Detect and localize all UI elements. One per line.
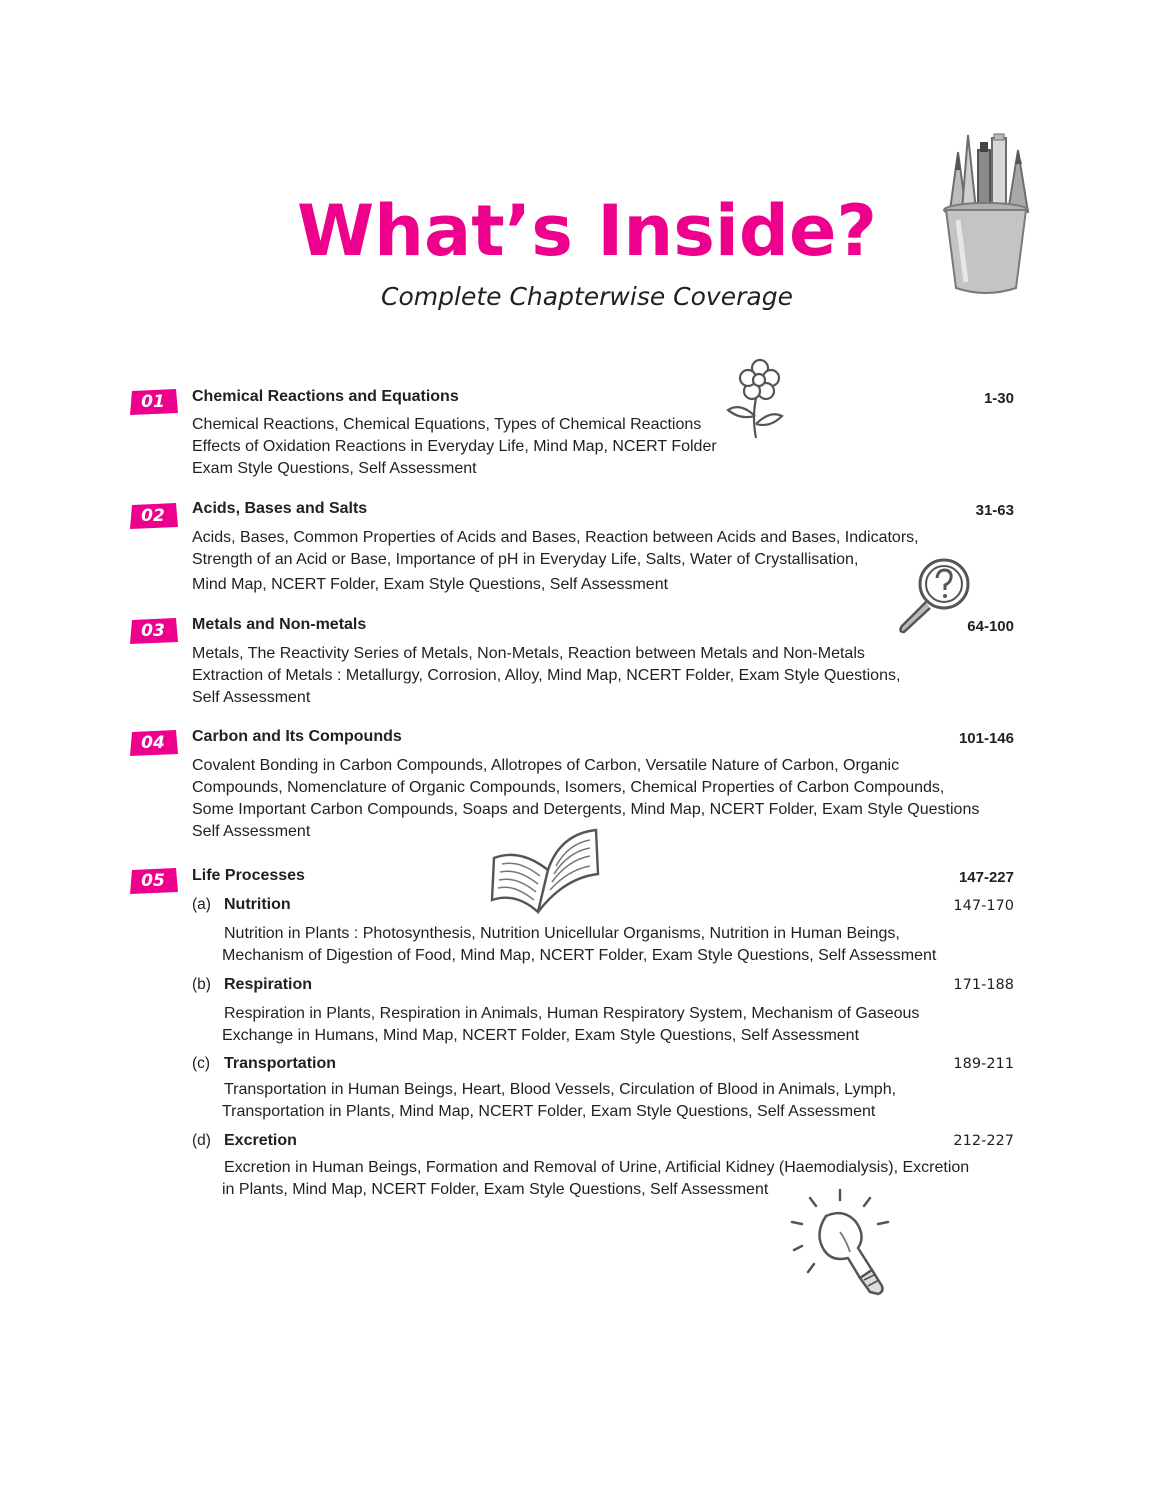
chapter-topic-line: Chemical Reactions, Chemical Equations, Types of Chemical Reactions <box>192 416 702 433</box>
chapter-title: Life Processes <box>192 867 305 884</box>
magnifier-question-icon <box>892 556 974 638</box>
chapter-topic-line: Mind Map, NCERT Folder, Exam Style Questions, Self Assessment <box>192 576 669 593</box>
section-letter: (d) <box>192 1132 211 1149</box>
chapter-badge <box>130 618 180 646</box>
chapter-number: 05 <box>141 871 165 891</box>
chapter-title: Carbon and Its Compounds <box>192 728 402 745</box>
chapter-number: 02 <box>141 506 165 526</box>
section-pages: 189-211 <box>953 1056 1014 1072</box>
chapter-topic-line: Self Assessment <box>192 689 311 706</box>
section-topic-line: Nutrition in Plants : Photosynthesis, Nutrition Unicellular Organisms, Nutrition in Human Beings, <box>224 925 900 942</box>
chapter-topic-line: Compounds, Nomenclature of Organic Compounds, Isomers, Chemical Properties of Carbon Compounds, <box>192 779 945 796</box>
section-pages: 212-227 <box>953 1133 1014 1149</box>
chapter-topic-line: Extraction of Metals : Metallurgy, Corrosion, Alloy, Mind Map, NCERT Folder, Exam Style Questions, <box>192 667 901 684</box>
chapter-topic-line: Some Important Carbon Compounds, Soaps and Detergents, Mind Map, NCERT Folder, Exam Style Questions <box>192 801 980 818</box>
section-title: Nutrition <box>224 896 291 913</box>
section-topic-line: Transportation in Plants, Mind Map, NCERT Folder, Exam Style Questions, Self Assessment <box>222 1103 876 1120</box>
open-book-icon <box>490 826 602 916</box>
chapter-title: Metals and Non-metals <box>192 616 367 633</box>
chapter-badge <box>130 389 180 417</box>
section-pages: 171-188 <box>953 977 1014 993</box>
chapter-pages: 1-30 <box>983 390 1014 407</box>
section-letter: (c) <box>192 1055 211 1072</box>
chapter-badge <box>130 868 180 896</box>
pencil-cup-icon <box>938 130 1038 300</box>
chapter-pages: 31-63 <box>975 502 1014 519</box>
section-topic-line: Exchange in Humans, Mind Map, NCERT Folder, Exam Style Questions, Self Assessment <box>222 1027 860 1044</box>
section-topic-line: Excretion in Human Beings, Formation and Removal of Urine, Artificial Kidney (Haemodialysis), Excretion <box>224 1159 970 1176</box>
section-title: Transportation <box>224 1055 337 1072</box>
chapter-topic-line: Strength of an Acid or Base, Importance of pH in Everyday Life, Salts, Water of Crystallisation, <box>192 551 859 568</box>
chapter-topic-line: Self Assessment <box>192 823 311 840</box>
section-title: Excretion <box>224 1132 297 1149</box>
chapter-pages: 64-100 <box>967 618 1014 635</box>
page-title: What’s Inside? <box>296 190 878 272</box>
flower-icon <box>722 358 786 440</box>
chapter-topic-line: Effects of Oxidation Reactions in Everyday Life, Mind Map, NCERT Folder <box>192 438 717 455</box>
section-pages: 147-170 <box>953 898 1014 914</box>
chapter-number: 03 <box>141 621 165 641</box>
section-title: Respiration <box>224 976 313 993</box>
chapter-topic-line: Metals, The Reactivity Series of Metals, Non-Metals, Reaction between Metals and Non-Metals <box>192 645 865 662</box>
section-topic-line: Mechanism of Digestion of Food, Mind Map, NCERT Folder, Exam Style Questions, Self Assessment <box>222 947 937 964</box>
section-topic-line: Transportation in Human Beings, Heart, Blood Vessels, Circulation of Blood in Animals, Lymph, <box>224 1081 897 1098</box>
chapter-title: Chemical Reactions and Equations <box>192 388 459 405</box>
section-topic-line: Respiration in Plants, Respiration in Animals, Human Respiratory System, Mechanism of Gaseous <box>224 1005 920 1022</box>
chapter-topic-line: Acids, Bases, Common Properties of Acids and Bases, Reaction between Acids and Bases, Indicators, <box>192 529 919 546</box>
chapter-pages: 101-146 <box>958 730 1014 747</box>
chapter-topic-line: Exam Style Questions, Self Assessment <box>192 460 477 477</box>
chapter-number: 04 <box>141 733 165 753</box>
section-topic-line: in Plants, Mind Map, NCERT Folder, Exam Style Questions, Self Assessment <box>222 1181 769 1198</box>
chapter-number: 01 <box>141 392 165 412</box>
section-letter: (a) <box>192 896 211 913</box>
chapter-title: Acids, Bases and Salts <box>192 500 368 517</box>
chapter-topic-line: Covalent Bonding in Carbon Compounds, Allotropes of Carbon, Versatile Nature of Carbon, Organic <box>192 757 900 774</box>
chapter-badge <box>130 503 180 531</box>
chapter-pages: 147-227 <box>958 869 1014 886</box>
chapter-badge <box>130 730 180 758</box>
section-letter: (b) <box>192 976 211 993</box>
lightbulb-icon <box>786 1188 898 1300</box>
page-subtitle: Complete Chapterwise Coverage <box>381 282 793 311</box>
